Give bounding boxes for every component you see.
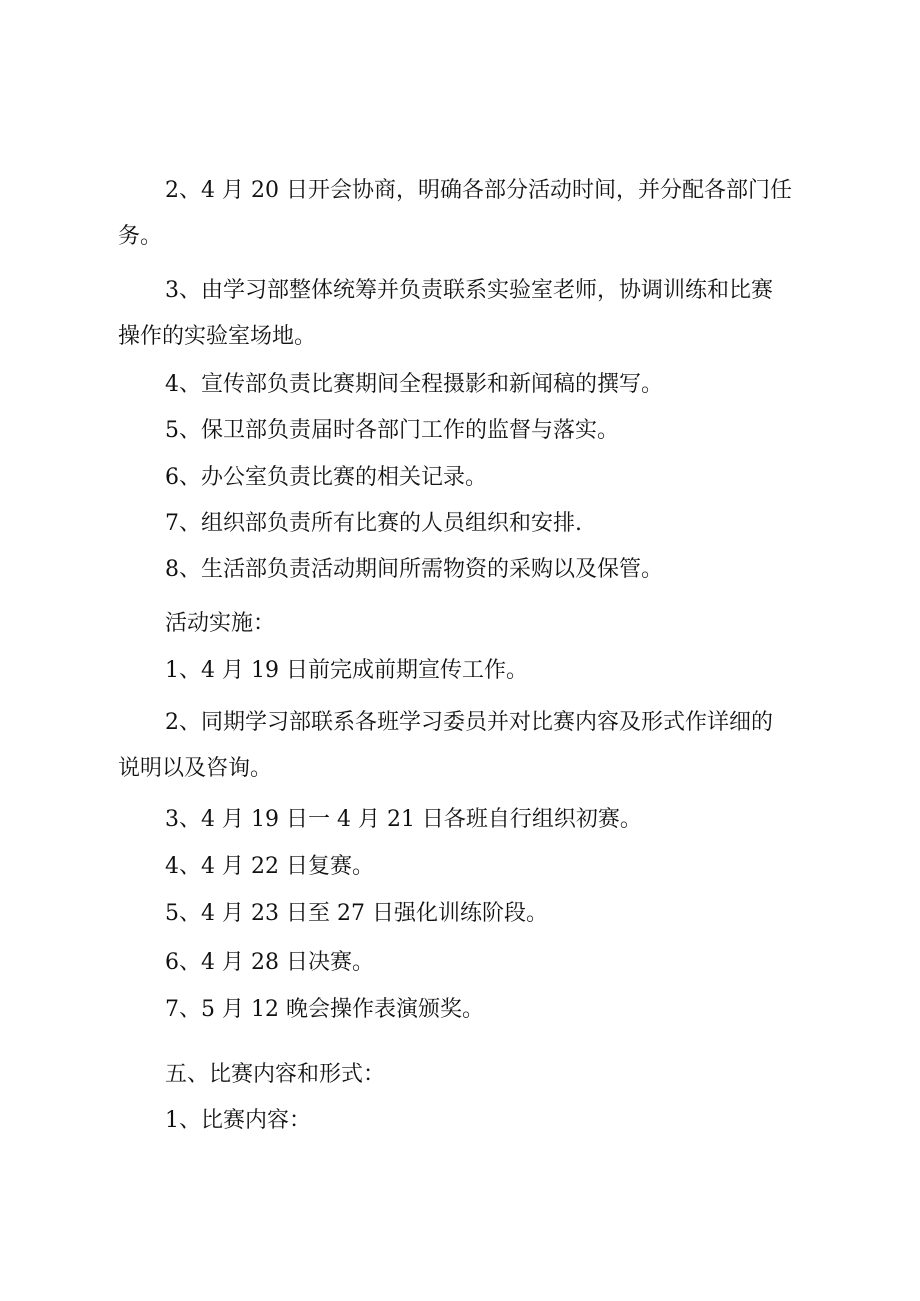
paragraph-line: 说明以及咨询。 — [118, 756, 273, 781]
paragraph-task-8: 8、生活部负责活动期间所需物资的采购以及保管。 — [165, 557, 663, 582]
paragraph-step-7: 7、5 月 12 晚会操作表演颁奖。 — [165, 997, 484, 1022]
paragraph-task-6: 6、办公室负责比赛的相关记录。 — [165, 465, 487, 490]
paragraph-line: 2、同期学习部联系各班学习委员并对比赛内容及形式作详细的 — [165, 710, 773, 735]
paragraph-step-4: 4、4 月 22 日复赛。 — [165, 854, 374, 879]
paragraph-step-2 — [118, 700, 818, 792]
section-heading-implementation: 活动实施： — [165, 611, 276, 636]
paragraph-step-3: 3、4 月 19 日一 4 月 21 日各班自行组织初赛。 — [165, 807, 642, 832]
paragraph-step-6: 6、4 月 28 日决赛。 — [165, 950, 374, 975]
paragraph-task-5: 5、保卫部负责届时各部门工作的监督与落实。 — [165, 418, 619, 443]
paragraph-task-2 — [118, 168, 818, 260]
paragraph-step-5: 5、4 月 23 日至 27 日强化训练阶段。 — [165, 901, 548, 926]
paragraph-task-3 — [118, 268, 818, 360]
paragraph-line: 2、4 月 20 日开会协商，明确各部分活动时间，并分配各部门任 — [165, 178, 792, 203]
paragraph-step-1: 1、4 月 19 日前完成前期宣传工作。 — [165, 658, 528, 683]
paragraph-line: 务。 — [118, 224, 163, 249]
paragraph-line: 操作的实验室场地。 — [118, 324, 317, 349]
paragraph-task-4: 4、宣传部负责比赛期间全程摄影和新闻稿的撰写。 — [165, 372, 663, 397]
paragraph-task-7: 7、组织部负责所有比赛的人员组织和安排. — [165, 511, 582, 536]
paragraph-contest-content: 1、比赛内容： — [165, 1108, 311, 1133]
section-heading-contest-content: 五、比赛内容和形式： — [165, 1062, 386, 1087]
paragraph-line: 3、由学习部整体统筹并负责联系实验室老师，协调训练和比赛 — [165, 278, 773, 303]
